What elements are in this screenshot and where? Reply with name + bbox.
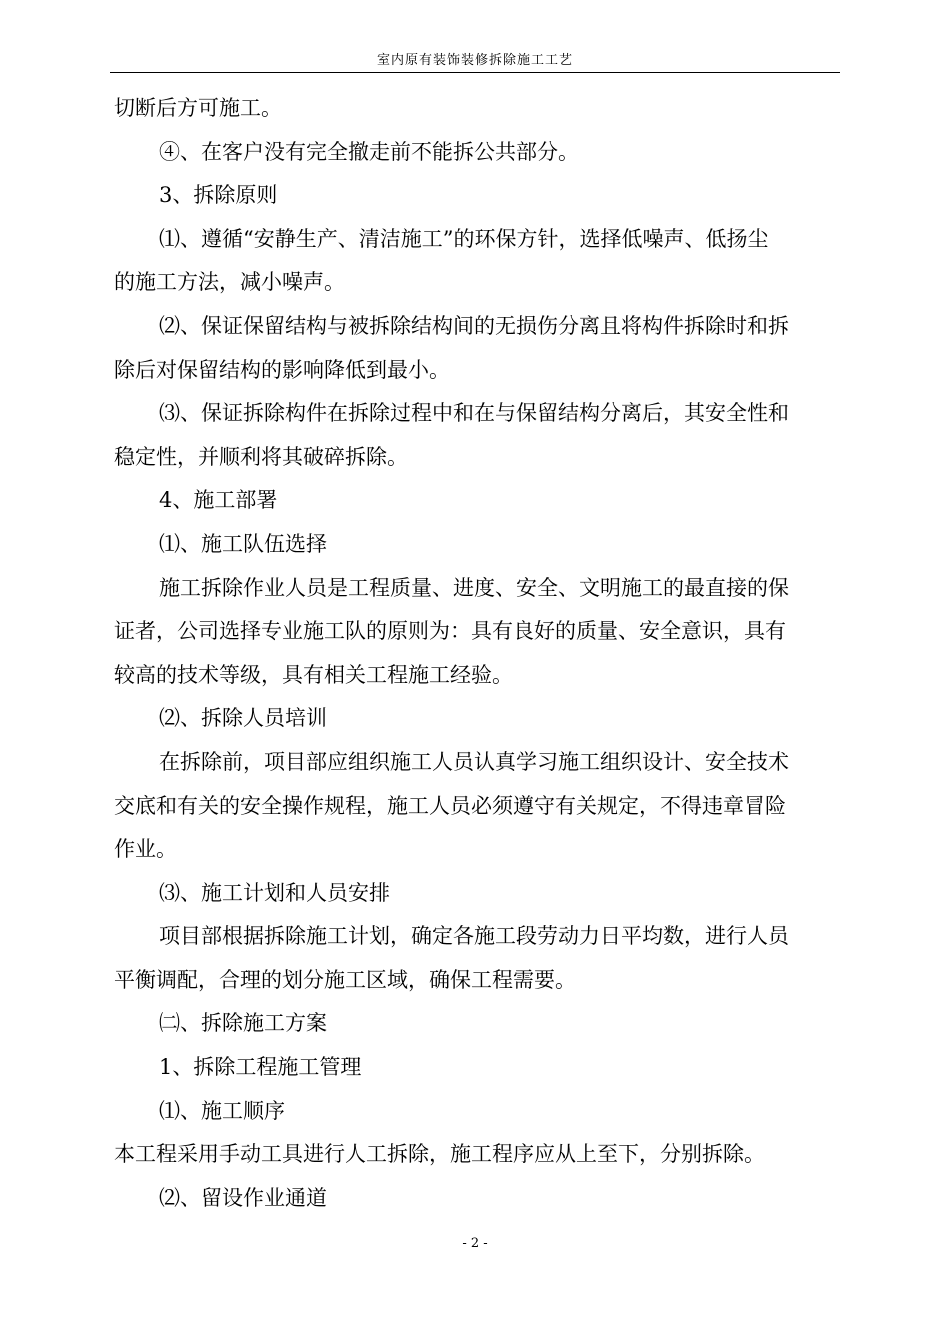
- text-line: 除后对保留结构的影响降低到最小。: [114, 357, 450, 382]
- text-line: 切断后方可施工。: [114, 96, 282, 120]
- text-line: ⑴、遵循“安静生产、清洁施工”的环保方针，选择低噪声、低扬尘: [159, 226, 769, 251]
- text-line: 本工程采用手动工具进行人工拆除，施工程序应从上至下，分别拆除。: [114, 1142, 765, 1167]
- text-line: 4、施工部署: [159, 488, 278, 513]
- text-line: ④、在客户没有完全撤走前不能拆公共部分。: [159, 139, 579, 164]
- page-number: - 2 -: [462, 1236, 488, 1251]
- text-line: 项目部根据拆除施工计划，确定各施工段劳动力日平均数，进行人员: [159, 924, 789, 949]
- text-line: 稳定性，并顺利将其破碎拆除。: [114, 444, 408, 469]
- text-line: 平衡调配，合理的划分施工区域，确保工程需要。: [114, 967, 576, 992]
- document-body: [114, 87, 844, 1220]
- text-line: ⑵、保证保留结构与被拆除结构间的无损伤分离且将构件拆除时和拆: [159, 313, 789, 338]
- text-line: ⑶、保证拆除构件在拆除过程中和在与保留结构分离后，其安全性和: [159, 401, 789, 426]
- running-header: 室内原有装饰装修拆除施工工艺: [376, 53, 573, 68]
- text-line: ㈡、拆除施工方案: [159, 1011, 327, 1036]
- text-line: 作业。: [114, 837, 177, 862]
- text-line: 施工拆除作业人员是工程质量、进度、安全、文明施工的最直接的保: [159, 575, 789, 600]
- text-line: 的施工方法，减小噪声。: [114, 270, 345, 295]
- text-line: ⑵、拆除人员培训: [159, 706, 327, 731]
- text-line: ⑴、施工队伍选择: [159, 531, 327, 556]
- text-line: 证者，公司选择专业施工队的原则为：具有良好的质量、安全意识，具有: [114, 619, 786, 644]
- text-line: 3、拆除原则: [159, 183, 278, 208]
- text-line: ⑴、施工顺序: [159, 1098, 285, 1123]
- text-line: 较高的技术等级，具有相关工程施工经验。: [114, 662, 513, 687]
- text-line: ⑵、留设作业通道: [159, 1185, 327, 1210]
- header-rule: [110, 72, 840, 73]
- text-line: ⑶、施工计划和人员安排: [159, 880, 390, 905]
- text-line: 交底和有关的安全操作规程，施工人员必须遵守有关规定，不得违章冒险: [114, 793, 786, 818]
- text-line: 在拆除前，项目部应组织施工人员认真学习施工组织设计、安全技术: [159, 749, 789, 774]
- text-line: 1、拆除工程施工管理: [159, 1055, 362, 1080]
